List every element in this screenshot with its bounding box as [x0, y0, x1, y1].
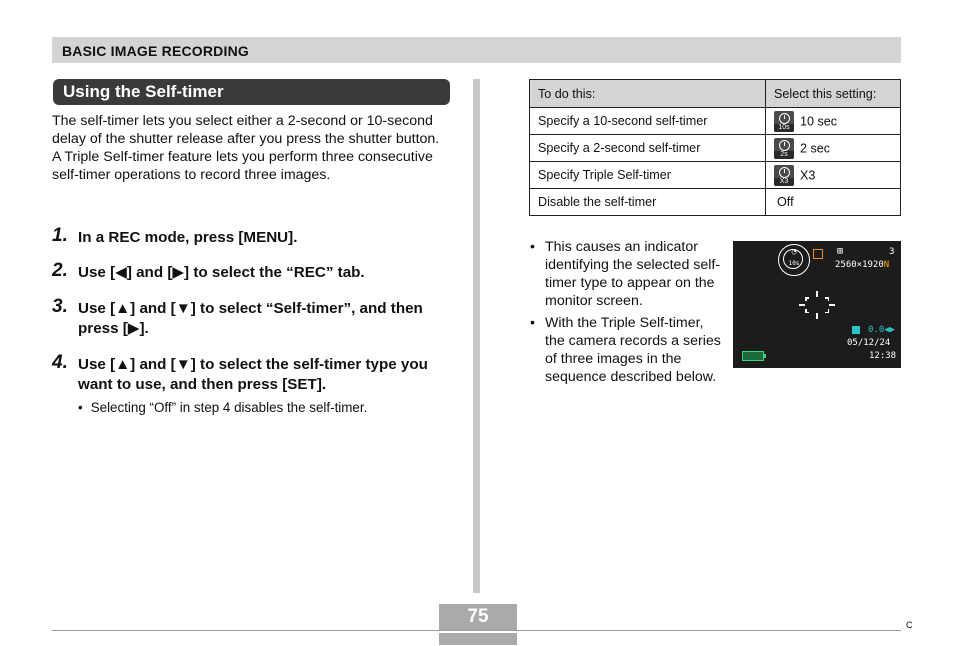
- page-number: 75: [467, 606, 489, 627]
- step-number: 1.: [52, 225, 68, 246]
- resolution-readout: [835, 260, 889, 270]
- flash-mode-icon: [813, 249, 823, 259]
- table-header-cell: Select this setting:: [766, 80, 901, 108]
- section-header-band: [52, 37, 901, 63]
- section-heading-text: Using the Self-timer: [63, 82, 224, 101]
- step-text: Use [◀] and [▶] to select the “REC” tab.: [78, 264, 365, 281]
- intro-paragraph: The self-timer lets you select either a 2-second or 10-second delay of the shutter release after you press the shutter button. A Triple Self-timer feature lets you perform three consecutive self-timer operations to record three images.: [52, 113, 440, 183]
- ev-value: 0.0◀▶: [868, 325, 896, 335]
- step-note-text: Selecting “Off” in step 4 disables the self-timer.: [90, 400, 368, 415]
- step-number: 4.: [52, 352, 68, 373]
- step-note: [78, 400, 367, 415]
- shots-remaining: 3: [889, 247, 895, 257]
- corner-mark: C: [906, 620, 913, 630]
- bullet-dot: •: [78, 400, 83, 415]
- table-cell-setting: [766, 108, 901, 135]
- date-readout: 05/12/24: [847, 338, 891, 348]
- setting-value: X3: [800, 168, 816, 182]
- self-timer-icon: ◔: [791, 247, 797, 256]
- table-cell-action: Specify a 10-second self-timer: [530, 108, 766, 135]
- table-row: [530, 135, 901, 162]
- table-cell-setting: [766, 189, 901, 216]
- battery-icon: [742, 351, 764, 361]
- table-row: [530, 108, 901, 135]
- table-row: [530, 162, 901, 189]
- footer-rule: [52, 630, 901, 631]
- time-readout: 12:38: [869, 351, 897, 361]
- image-size-icon: ⊞: [837, 246, 844, 257]
- focus-frame-icon: [799, 291, 835, 319]
- timer-triple-icon: X3: [774, 165, 794, 186]
- monitor-screen-illustration: [733, 241, 901, 368]
- resolution-value: 2560×1920: [835, 260, 884, 270]
- step-text: Use [▲] and [▼] to select the self-timer type you want to use, and then press [SET].: [78, 356, 428, 393]
- ev-shift-icon: [852, 326, 860, 334]
- table-cell-action: Disable the self-timer: [530, 189, 766, 216]
- timer-2s-icon: 2s: [774, 138, 794, 159]
- column-divider: [473, 79, 480, 593]
- table-row: [530, 189, 901, 216]
- self-timer-label: 10s: [788, 260, 800, 267]
- table-header-row: [530, 80, 901, 108]
- bullet-list: [529, 238, 724, 390]
- table-cell-action: Specify Triple Self-timer: [530, 162, 766, 189]
- table-cell-setting: [766, 135, 901, 162]
- timer-10s-icon: 10s: [774, 111, 794, 132]
- quality-value: N: [883, 260, 890, 270]
- setting-value: Off: [777, 195, 794, 210]
- page-box-stripe: [439, 631, 517, 633]
- step-number: 3.: [52, 296, 68, 317]
- step-number: 2.: [52, 260, 68, 281]
- setting-value: 10 sec: [800, 114, 838, 128]
- setting-value: 2 sec: [800, 141, 831, 155]
- table-cell-setting: [766, 162, 901, 189]
- list-item: • With the Triple Self-timer, the camera records a series of three images in the sequence described below.: [529, 314, 724, 386]
- section-heading: [53, 79, 450, 105]
- page-number-box: [439, 604, 517, 645]
- section-label: BASIC IMAGE RECORDING: [62, 43, 249, 59]
- list-item: • This causes an indicator identifying the selected self-timer type to appear on the monitor screen.: [529, 238, 724, 310]
- settings-table: [529, 79, 901, 216]
- table-header-cell: To do this:: [530, 80, 766, 108]
- step-text: In a REC mode, press [MENU].: [78, 229, 298, 246]
- table-cell-action: Specify a 2-second self-timer: [530, 135, 766, 162]
- step-text: Use [▲] and [▼] to select “Self-timer”, and then press [▶].: [78, 300, 423, 337]
